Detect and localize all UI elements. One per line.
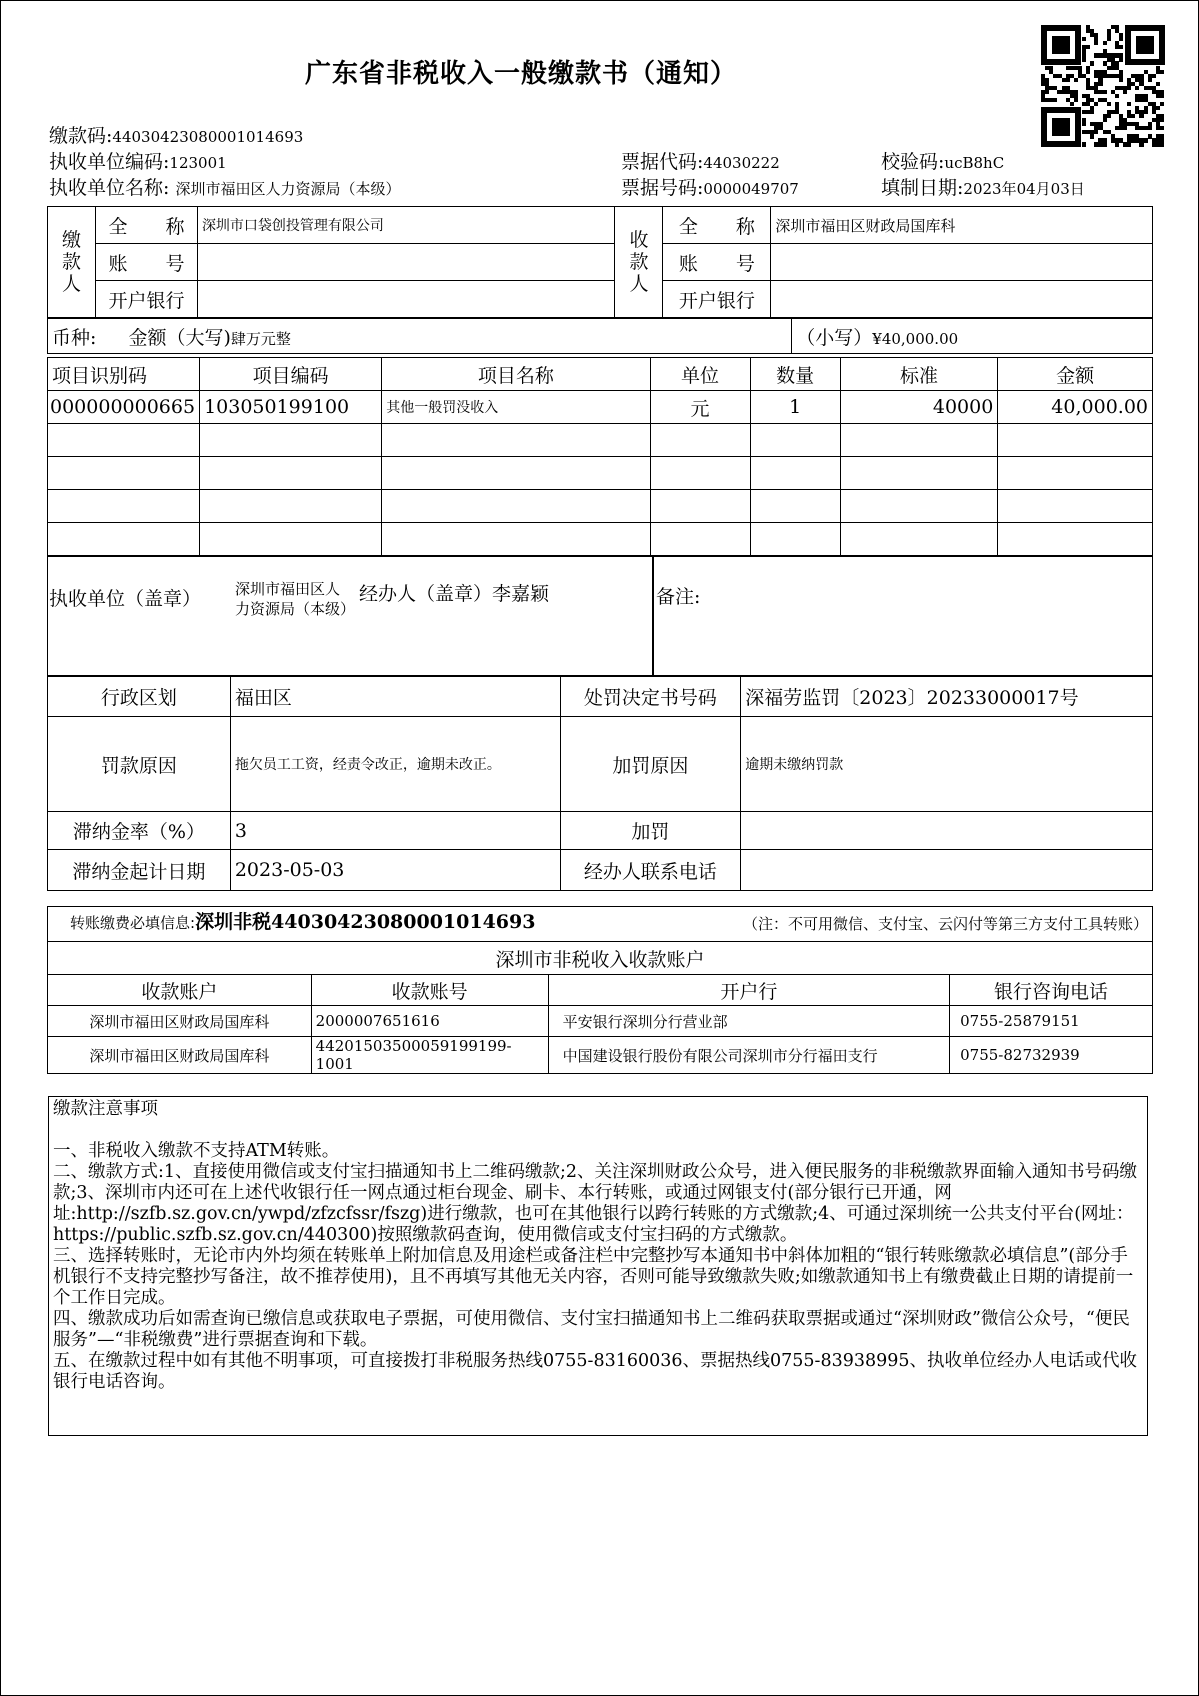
item-cell — [650, 457, 750, 490]
amount-upper-cell — [48, 319, 792, 354]
items-header: 标准 — [840, 358, 998, 391]
items-header: 项目识别码 — [48, 358, 200, 391]
account-cell: 中国建设银行股份有限公司深圳市分行福田支行 — [548, 1037, 950, 1074]
extra-value — [741, 812, 1153, 850]
remark-label: 备注: — [656, 586, 701, 608]
region-label: 行政区划 — [48, 677, 231, 717]
check-code-label: 校验码: — [881, 151, 945, 173]
payer-bank-label: 开户银行 — [95, 281, 197, 318]
amount-upper-label: 金额（大写) — [128, 326, 231, 349]
item-cell — [750, 424, 840, 457]
items-header: 项目名称 — [382, 358, 650, 391]
payment-code-line — [49, 121, 303, 148]
item-row — [48, 457, 1153, 490]
payer-account-value — [197, 244, 615, 281]
item-cell — [998, 457, 1153, 490]
items-header: 金额 — [998, 358, 1153, 391]
payer-account-label: 账 号 — [95, 244, 197, 281]
payer-name-value: 深圳市口袋创投管理有限公司 — [197, 207, 615, 244]
item-cell — [200, 457, 382, 490]
items-header: 单位 — [650, 358, 750, 391]
item-row — [48, 391, 1153, 424]
item-cell: 000000000665 — [48, 391, 200, 424]
item-cell — [840, 424, 998, 457]
unit-name-label: 执收单位名称: — [49, 177, 170, 199]
item-cell — [750, 490, 840, 523]
transfer-required-value: 深圳非税44030423080001014693 — [195, 911, 536, 933]
check-code-value: ucB8hC — [944, 154, 1005, 172]
seal-divider — [652, 556, 654, 676]
item-cell — [650, 523, 750, 556]
item-cell: 1 — [750, 391, 840, 424]
account-row — [48, 1037, 1153, 1074]
item-cell — [750, 523, 840, 556]
item-cell — [998, 490, 1153, 523]
unit-code-value: 123001 — [169, 154, 227, 172]
unit-code-line — [49, 147, 227, 174]
item-cell — [48, 424, 200, 457]
bill-code-line — [621, 147, 780, 174]
unit-name-value: 深圳市福田区人力资源局（本级） — [175, 180, 401, 198]
amount-upper-value: 肆万元整 — [230, 329, 291, 348]
account-cell: 深圳市福田区财政局国库科 — [48, 1037, 312, 1074]
items-header-row — [48, 358, 1153, 391]
account-cell: 44201503500059199199-1001 — [311, 1037, 548, 1074]
payment-code-label: 缴款码: — [49, 125, 113, 147]
account-cell: 0755-82732939 — [950, 1037, 1153, 1074]
item-cell — [48, 457, 200, 490]
account-cell: 2000007651616 — [311, 1006, 548, 1037]
decision-label: 处罚决定书号码 — [560, 677, 741, 717]
item-cell — [840, 490, 998, 523]
late-rate-value: 3 — [230, 812, 560, 850]
date-label: 填制日期: — [881, 177, 964, 199]
item-cell — [200, 490, 382, 523]
phone-value — [741, 850, 1153, 891]
accounts-title: 深圳市非税收入收款账户 — [48, 942, 1153, 975]
item-row — [48, 424, 1153, 457]
payee-group-label: 收款人 — [615, 207, 663, 318]
payer-payee-table — [47, 206, 1153, 318]
payer-group-label: 缴款人 — [48, 207, 96, 318]
item-cell — [650, 424, 750, 457]
date-line — [881, 173, 1085, 200]
item-cell — [382, 490, 650, 523]
items-header: 数量 — [750, 358, 840, 391]
transfer-required-label: 转账缴费必填信息: — [70, 914, 196, 932]
extra-label: 加罚 — [560, 812, 741, 850]
item-cell — [998, 424, 1153, 457]
notice-line: 三、选择转账时，无论市内外均须在转账单上附加信息及用途栏或备注栏中完整抄写本通知书中斜体加粗的“银行转账缴款必填信息”(部分手机银行不支持完整抄写备注，故不推荐使用)，且不再填写其他无关内容，否则可能导致缴款失败;如缴款通知书上有缴费截止日期的请提前一个工作日完成。 — [53, 1246, 1134, 1308]
late-start-label: 滞纳金起计日期 — [48, 850, 231, 891]
item-cell — [382, 457, 650, 490]
amount-lower-label: （小写） — [796, 326, 873, 349]
transfer-note: （注：不可用微信、支付宝、云闪付等第三方支付工具转账） — [742, 915, 1148, 933]
item-cell — [650, 490, 750, 523]
bill-code-value: 44030222 — [703, 154, 780, 172]
date-value: 2023年04月03日 — [963, 180, 1085, 198]
item-cell — [48, 523, 200, 556]
seal-block — [47, 556, 1153, 676]
accounts-header: 收款账户 — [48, 975, 312, 1006]
payment-code-value: 44030423080001014693 — [112, 128, 304, 146]
payee-account-value — [771, 244, 1153, 281]
accounts-header: 开户行 — [548, 975, 950, 1006]
bill-code-label: 票据代码: — [621, 151, 704, 173]
reason-value: 拖欠员工工资，经责令改正，逾期未改正。 — [230, 717, 560, 812]
accounts-header: 收款账号 — [311, 975, 548, 1006]
item-cell: 元 — [650, 391, 750, 424]
payer-bank-value — [197, 281, 615, 318]
account-row — [48, 1006, 1153, 1037]
notice-title: 缴款注意事项 — [53, 1099, 158, 1119]
amount-table — [47, 318, 1153, 354]
phone-label: 经办人联系电话 — [560, 850, 741, 891]
item-cell — [200, 523, 382, 556]
transfer-table — [47, 906, 1153, 1074]
notice-line: 一、非税收入缴款不支持ATM转账。 — [53, 1141, 340, 1161]
item-cell — [382, 424, 650, 457]
decision-value: 深福劳监罚〔2023〕20233000017号 — [741, 677, 1153, 717]
bill-no-label: 票据号码: — [621, 177, 704, 199]
payee-bank-value — [771, 281, 1153, 318]
account-cell: 深圳市福田区财政局国库科 — [48, 1006, 312, 1037]
item-cell: 其他一般罚没收入 — [382, 391, 650, 424]
item-row — [48, 523, 1153, 556]
handler-label: 经办人（盖章） — [359, 583, 493, 605]
region-value: 福田区 — [230, 677, 560, 717]
reason-label: 罚款原因 — [48, 717, 231, 812]
payee-bank-label: 开户银行 — [663, 281, 771, 318]
unit-code-label: 执收单位编码: — [49, 151, 170, 173]
item-cell: 40000 — [840, 391, 998, 424]
unit-name-line — [49, 173, 400, 200]
extra-reason-value: 逾期未缴纳罚款 — [741, 717, 1153, 812]
item-cell — [750, 457, 840, 490]
items-table — [47, 357, 1153, 556]
handler-line — [359, 579, 549, 606]
late-rate-label: 滞纳金率（%） — [48, 812, 231, 850]
items-header: 项目编码 — [200, 358, 382, 391]
item-cell: 103050199100 — [200, 391, 382, 424]
handler-name: 李嘉颖 — [492, 583, 550, 605]
accounts-header: 银行咨询电话 — [950, 975, 1153, 1006]
bill-no-line — [621, 173, 799, 200]
notice-line: 四、缴款成功后如需查询已缴信息或获取电子票据，可使用微信、支付宝扫描通知书上二维码获取票据或通过“深圳财政”微信公众号，“便民服务”—“非税缴费”进行票据查询和下载。 — [53, 1309, 1130, 1350]
item-cell — [382, 523, 650, 556]
payment-notice — [48, 1096, 1148, 1436]
account-cell: 0755-25879151 — [950, 1006, 1153, 1037]
extra-reason-label: 加罚原因 — [560, 717, 741, 812]
payer-name-label: 全 称 — [95, 207, 197, 244]
amount-lower-value: ¥40,000.00 — [872, 329, 959, 348]
penalty-details-table — [47, 676, 1153, 891]
item-cell — [840, 457, 998, 490]
item-cell: 40,000.00 — [998, 391, 1153, 424]
check-code-line — [881, 147, 1004, 174]
amount-lower-cell — [792, 319, 1153, 354]
item-cell — [48, 490, 200, 523]
notice-line: 二、缴款方式:1、直接使用微信或支付宝扫描通知书上二维码缴款;2、关注深圳财政公众号，进入便民服务的非税缴款界面输入通知书号码缴款;3、深圳市内还可在上述代收银行任一网点通过柜台现金、刷卡、本行转账，或通过网银支付(部分银行已开通，网址:http://szfb.sz.gov.cn/ywpd/zfzcfssr/fszg)进行缴款，也可在其他银行以跨行转账的方式缴款;4、可通过深圳统一公共支付平台(网址：https://public.szfb.sz.gov.cn/440300)按照缴款码查询，使用微信或支付宝扫码的方式缴款。 — [53, 1162, 1138, 1245]
transfer-required-row — [48, 907, 1153, 942]
payee-name-value: 深圳市福田区财政局国库科 — [771, 207, 1153, 244]
item-cell — [998, 523, 1153, 556]
item-cell — [840, 523, 998, 556]
bill-no-value: 0000049707 — [703, 180, 799, 198]
item-row — [48, 490, 1153, 523]
currency-label: 币种: — [52, 326, 97, 349]
unit-seal-label: 执收单位（盖章） — [49, 588, 202, 610]
notice-line: 五、在缴款过程中如有其他不明事项，可直接拨打非税服务热线0755-83160036、票据热线0755-83938995、执收单位经办人电话或代收银行电话咨询。 — [53, 1351, 1138, 1392]
document-title: 广东省非税收入一般缴款书（通知） — [304, 59, 737, 89]
item-cell — [200, 424, 382, 457]
unit-seal-name: 深圳市福田区人力资源局（本级） — [235, 580, 356, 618]
qr-code-icon[interactable] — [1041, 25, 1165, 147]
late-start-value: 2023-05-03 — [230, 850, 560, 891]
account-cell: 平安银行深圳分行营业部 — [548, 1006, 950, 1037]
payee-name-label: 全 称 — [663, 207, 771, 244]
payee-account-label: 账 号 — [663, 244, 771, 281]
